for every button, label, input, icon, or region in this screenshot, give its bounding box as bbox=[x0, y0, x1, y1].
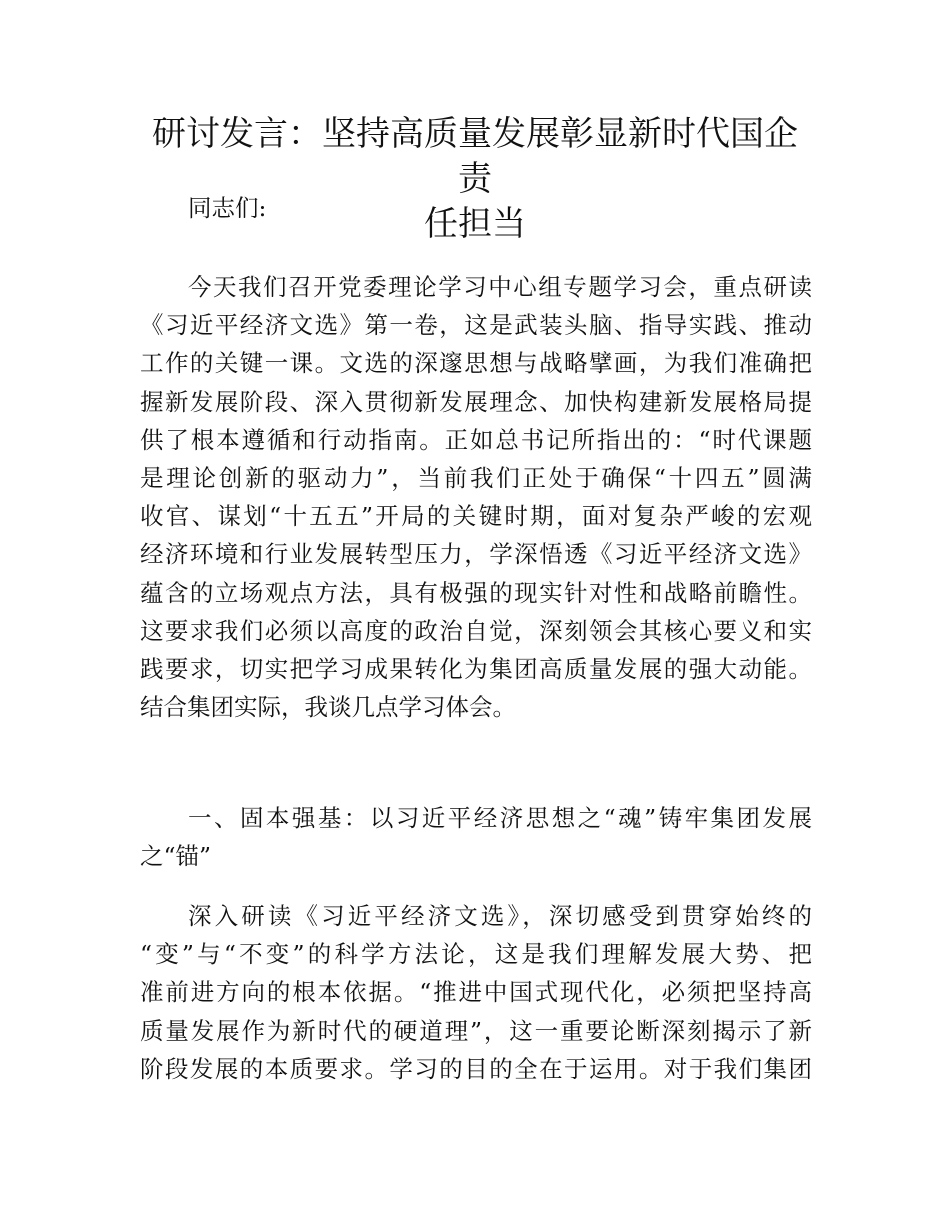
text-line: 蕴含的立场观点方法，具有极强的现实针对性和战略前瞻性。 bbox=[140, 578, 812, 607]
section-1-heading bbox=[140, 799, 812, 875]
text-line: 握新发展阶段、深入贯彻新发展理念、加快构建新发展格局提 bbox=[140, 387, 812, 416]
salutation-block bbox=[140, 189, 812, 227]
text-line: 供了根本遵循和行动指南。正如总书记所指出的：“时代课题 bbox=[140, 425, 812, 454]
text-line: 深入研读《习近平经济文选》，深切感受到贯穿始终的 bbox=[188, 902, 812, 930]
text-line: 这要求我们必须以高度的政治自觉，深刻领会其核心要义和实 bbox=[140, 616, 812, 645]
title-line: 任担当 bbox=[424, 204, 526, 244]
text-line: 收官、谋划“十五五”开局的关键时期，面对复杂严峻的宏观 bbox=[140, 502, 812, 531]
text-line: 今天我们召开党委理论学习中心组专题学习会，重点研读 bbox=[188, 273, 812, 301]
text-line: “变”与“不变”的科学方法论，这是我们理解发展大势、把 bbox=[140, 940, 812, 969]
heading-line: 之“锚” bbox=[140, 842, 212, 871]
text-line: 质量发展作为新时代的硬道理”，这一重要论断深刻揭示了新 bbox=[140, 1016, 812, 1045]
salutation: 同志们: bbox=[188, 194, 267, 222]
text-line: 结合集团实际，我谈几点学习体会。 bbox=[140, 693, 516, 722]
text-line: 阶段发展的本质要求。学习的目的全在于运用。对于我们集团 bbox=[140, 1054, 812, 1083]
text-line: 《习近平经济文选》第一卷，这是武装头脑、指导实践、推动 bbox=[140, 311, 812, 340]
text-line: 经济环境和行业发展转型压力，学深悟透《习近平经济文选》 bbox=[140, 540, 812, 569]
text-line: 践要求，切实把学习成果转化为集团高质量发展的强大动能。 bbox=[140, 654, 812, 683]
title-line: 研讨发言：坚持高质量发展彰显新时代国企责 bbox=[152, 114, 798, 199]
text-line: 准前进方向的根本依据。“推进中国式现代化，必须把坚持高 bbox=[140, 978, 812, 1007]
paragraph-1 bbox=[140, 268, 812, 726]
paragraph-2 bbox=[140, 897, 812, 1088]
text-line: 是理论创新的驱动力”，当前我们正处于确保“十四五”圆满 bbox=[140, 463, 812, 492]
text-line: 工作的关键一课。文选的深邃思想与战略擘画，为我们准确把 bbox=[140, 349, 812, 378]
heading-line: 一、固本强基：以习近平经济思想之“魂”铸牢集团发展 bbox=[188, 804, 812, 832]
